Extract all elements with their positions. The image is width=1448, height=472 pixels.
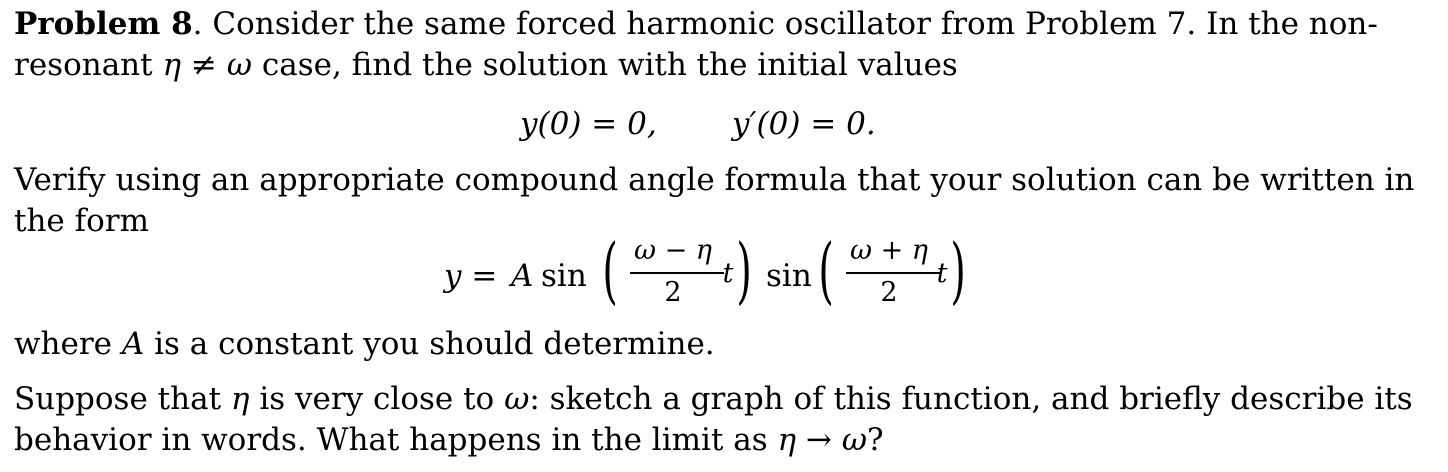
problem-intro-line — [14, 6, 1378, 42]
omega-symbol: ω — [226, 47, 253, 83]
suppose-line-1 — [14, 381, 1413, 417]
limit-arrow: → — [796, 422, 842, 458]
limit-text-a: behavior in words. What happens in the limit as — [14, 422, 778, 458]
formula-amplitude: A — [511, 258, 534, 294]
fraction-bar-1 — [630, 272, 724, 274]
formula-sin-2: sin — [766, 258, 812, 294]
formula-sin-1: sin — [541, 258, 587, 294]
limit-eta: η — [777, 422, 797, 458]
condition-text-b: case, find the solution with the initial values — [252, 47, 958, 83]
denominator-2: 2 — [880, 277, 898, 308]
where-text-b: is a constant you should determine. — [144, 326, 715, 362]
suppose-text-c: : sketch a graph of this function, and briefly describe its — [529, 381, 1413, 417]
numerator-1: ω − η — [634, 235, 712, 266]
left-paren-1: ( — [602, 228, 618, 312]
problem-condition-line — [14, 47, 958, 83]
time-var-1: t — [722, 258, 734, 289]
time-var-2: t — [936, 258, 948, 289]
problem-document — [14, 0, 1434, 472]
verify-line-1: Verify using an appropriate compound angle formula that your solution can be written in — [14, 162, 1415, 198]
limit-question: ? — [867, 422, 884, 458]
suppose-text-a: Suppose that — [14, 381, 231, 417]
where-text-a: where — [14, 326, 122, 362]
suppose-omega: ω — [504, 381, 530, 417]
eta-symbol: η — [162, 47, 182, 83]
verify-line-2: the form — [14, 203, 149, 239]
numerator-2: ω + η — [850, 235, 928, 266]
where-line — [14, 326, 715, 362]
initial-value-yprime: y′(0) = 0. — [732, 106, 876, 142]
initial-value-y: y(0) = 0, — [520, 106, 657, 142]
left-paren-2: ( — [818, 228, 834, 312]
right-paren-2: ) — [950, 228, 966, 312]
problem-intro-text: . Consider the same forced harmonic oscillator from Problem 7. In the non- — [192, 6, 1378, 42]
problem-heading: Problem 8 — [14, 6, 193, 42]
limit-omega: ω — [841, 422, 868, 458]
denominator-1: 2 — [664, 277, 682, 308]
condition-text-a: resonant — [14, 47, 163, 83]
not-equal-symbol: ≠ — [181, 47, 227, 83]
suppose-line-2 — [14, 422, 884, 458]
suppose-eta: η — [230, 381, 250, 417]
suppose-text-b: is very close to — [249, 381, 505, 417]
fraction-bar-2 — [846, 272, 940, 274]
formula-lhs: y = — [444, 258, 498, 294]
where-amplitude: A — [121, 326, 145, 362]
right-paren-1: ) — [736, 228, 752, 312]
